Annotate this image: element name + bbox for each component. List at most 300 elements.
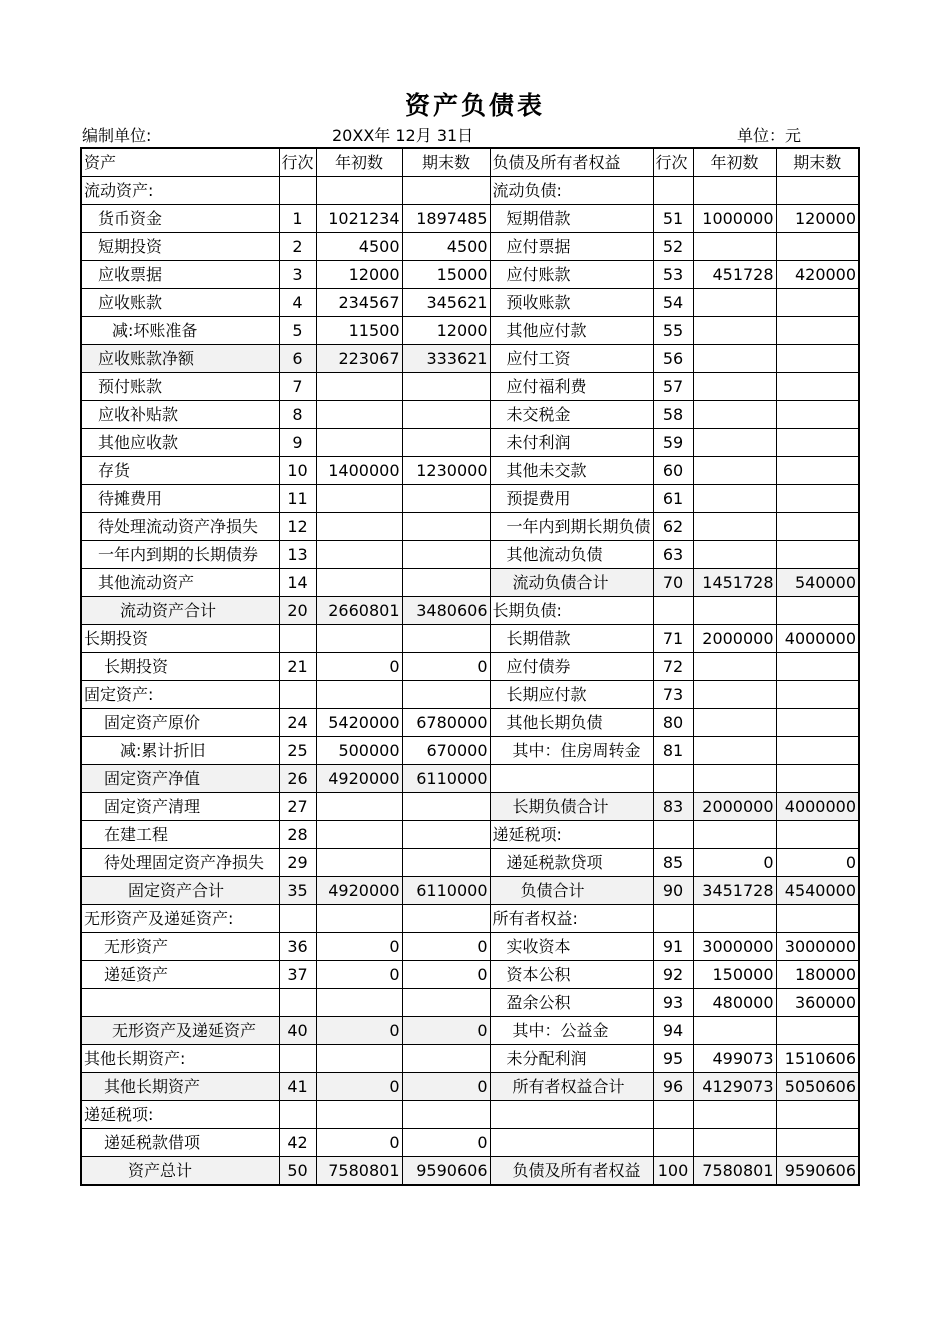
report-date: 20XX年 12月 31日 <box>332 126 474 145</box>
asset-name: 固定资产净值 <box>81 765 279 793</box>
asset-opening <box>316 513 402 541</box>
asset-opening: 1021234 <box>316 205 402 233</box>
liability-opening <box>693 597 776 625</box>
asset-opening: 4500 <box>316 233 402 261</box>
asset-opening: 0 <box>316 933 402 961</box>
asset-closing: 0 <box>402 1129 490 1157</box>
asset-name: 在建工程 <box>81 821 279 849</box>
asset-name: 应收票据 <box>81 261 279 289</box>
asset-name: 固定资产原价 <box>81 709 279 737</box>
asset-closing: 0 <box>402 1073 490 1101</box>
liability-line-no: 58 <box>653 401 693 429</box>
asset-line-no: 20 <box>279 597 316 625</box>
table-row <box>81 821 859 849</box>
liability-opening <box>693 373 776 401</box>
liability-opening <box>693 765 776 793</box>
liability-opening <box>693 485 776 513</box>
liability-opening <box>693 345 776 373</box>
asset-opening: 0 <box>316 1017 402 1045</box>
table-row <box>81 1017 859 1045</box>
liability-line-no: 55 <box>653 317 693 345</box>
header-closing-right: 期末数 <box>776 148 859 177</box>
liability-name: 预收账款 <box>490 289 653 317</box>
header-opening-right: 年初数 <box>693 148 776 177</box>
asset-closing: 0 <box>402 933 490 961</box>
liability-closing <box>776 597 859 625</box>
table-row <box>81 1157 859 1186</box>
asset-line-no <box>279 1101 316 1129</box>
asset-name: 待处理固定资产净损失 <box>81 849 279 877</box>
liability-line-no: 90 <box>653 877 693 905</box>
asset-closing: 4500 <box>402 233 490 261</box>
balance-sheet-table <box>80 147 860 1186</box>
asset-line-no: 6 <box>279 345 316 373</box>
liability-name: 一年内到期长期负债 <box>490 513 653 541</box>
org-label: 编制单位: <box>82 126 152 145</box>
asset-name: 固定资产: <box>81 681 279 709</box>
liability-name: 应付票据 <box>490 233 653 261</box>
liability-line-no <box>653 821 693 849</box>
asset-opening <box>316 177 402 205</box>
liability-name: 盈余公积 <box>490 989 653 1017</box>
table-row <box>81 177 859 205</box>
asset-opening: 4920000 <box>316 877 402 905</box>
liability-opening <box>693 541 776 569</box>
asset-name: 应收账款 <box>81 289 279 317</box>
table-row <box>81 345 859 373</box>
liability-line-no: 56 <box>653 345 693 373</box>
liability-closing <box>776 177 859 205</box>
asset-line-no: 37 <box>279 961 316 989</box>
liability-closing: 0 <box>776 849 859 877</box>
liability-closing: 120000 <box>776 205 859 233</box>
liability-name: 其他长期负债 <box>490 709 653 737</box>
header-liabilities-equity: 负债及所有者权益 <box>490 148 653 177</box>
table-row <box>81 709 859 737</box>
liability-line-no: 100 <box>653 1157 693 1186</box>
liability-opening <box>693 457 776 485</box>
liability-line-no <box>653 765 693 793</box>
asset-opening <box>316 373 402 401</box>
asset-name: 流动资产: <box>81 177 279 205</box>
asset-opening: 2660801 <box>316 597 402 625</box>
table-row <box>81 289 859 317</box>
liability-name: 所有者权益合计 <box>490 1073 653 1101</box>
liability-line-no: 52 <box>653 233 693 261</box>
liability-line-no: 72 <box>653 653 693 681</box>
table-row <box>81 793 859 821</box>
asset-closing: 0 <box>402 653 490 681</box>
table-row <box>81 961 859 989</box>
asset-name: 无形资产 <box>81 933 279 961</box>
asset-opening: 500000 <box>316 737 402 765</box>
liability-closing: 4000000 <box>776 793 859 821</box>
liability-opening <box>693 681 776 709</box>
liability-closing <box>776 457 859 485</box>
table-row <box>81 989 859 1017</box>
asset-line-no: 9 <box>279 429 316 457</box>
asset-opening <box>316 1101 402 1129</box>
liability-name: 递延税项: <box>490 821 653 849</box>
table-row <box>81 625 859 653</box>
liability-closing <box>776 1017 859 1045</box>
liability-opening: 3451728 <box>693 877 776 905</box>
asset-opening <box>316 905 402 933</box>
liability-line-no: 70 <box>653 569 693 597</box>
liability-opening: 480000 <box>693 989 776 1017</box>
liability-opening <box>693 709 776 737</box>
asset-line-no: 28 <box>279 821 316 849</box>
liability-opening: 4129073 <box>693 1073 776 1101</box>
asset-closing <box>402 513 490 541</box>
liability-closing <box>776 821 859 849</box>
asset-opening: 223067 <box>316 345 402 373</box>
asset-closing <box>402 625 490 653</box>
liability-line-no: 80 <box>653 709 693 737</box>
liability-line-no: 62 <box>653 513 693 541</box>
asset-line-no: 4 <box>279 289 316 317</box>
asset-name: 其他长期资产: <box>81 1045 279 1073</box>
liability-name <box>490 1129 653 1157</box>
table-row <box>81 597 859 625</box>
asset-closing: 6780000 <box>402 709 490 737</box>
header-closing: 期末数 <box>402 148 490 177</box>
asset-line-no: 24 <box>279 709 316 737</box>
liability-line-no <box>653 177 693 205</box>
asset-opening <box>316 849 402 877</box>
liability-opening: 150000 <box>693 961 776 989</box>
liability-closing: 420000 <box>776 261 859 289</box>
asset-name: 资产总计 <box>81 1157 279 1186</box>
liability-line-no <box>653 1129 693 1157</box>
asset-name: 其他应收款 <box>81 429 279 457</box>
table-row <box>81 933 859 961</box>
liability-closing: 4540000 <box>776 877 859 905</box>
liability-closing <box>776 233 859 261</box>
liability-name <box>490 765 653 793</box>
asset-closing <box>402 373 490 401</box>
liability-opening <box>693 429 776 457</box>
table-row <box>81 513 859 541</box>
asset-line-no: 36 <box>279 933 316 961</box>
liability-opening: 7580801 <box>693 1157 776 1186</box>
asset-opening <box>316 485 402 513</box>
liability-opening <box>693 653 776 681</box>
liability-closing: 9590606 <box>776 1157 859 1186</box>
liability-opening <box>693 737 776 765</box>
asset-opening <box>316 429 402 457</box>
table-row <box>81 1129 859 1157</box>
table-row <box>81 457 859 485</box>
liability-line-no: 95 <box>653 1045 693 1073</box>
asset-line-no: 35 <box>279 877 316 905</box>
asset-closing: 0 <box>402 1017 490 1045</box>
asset-line-no: 11 <box>279 485 316 513</box>
asset-line-no <box>279 625 316 653</box>
asset-line-no: 41 <box>279 1073 316 1101</box>
asset-closing <box>402 401 490 429</box>
header-assets: 资产 <box>81 148 279 177</box>
header-opening: 年初数 <box>316 148 402 177</box>
liability-opening <box>693 1017 776 1045</box>
asset-opening: 0 <box>316 1129 402 1157</box>
liability-line-no: 73 <box>653 681 693 709</box>
liability-line-no: 57 <box>653 373 693 401</box>
asset-closing <box>402 429 490 457</box>
liability-line-no: 94 <box>653 1017 693 1045</box>
liability-opening: 2000000 <box>693 625 776 653</box>
liability-closing: 180000 <box>776 961 859 989</box>
liability-opening <box>693 905 776 933</box>
asset-opening: 11500 <box>316 317 402 345</box>
liability-closing <box>776 709 859 737</box>
asset-line-no: 10 <box>279 457 316 485</box>
asset-line-no: 29 <box>279 849 316 877</box>
table-row <box>81 541 859 569</box>
liability-opening <box>693 289 776 317</box>
liability-line-no: 54 <box>653 289 693 317</box>
liability-opening: 3000000 <box>693 933 776 961</box>
asset-opening <box>316 821 402 849</box>
liability-name: 递延税款贷项 <box>490 849 653 877</box>
table-row <box>81 233 859 261</box>
liability-closing: 360000 <box>776 989 859 1017</box>
liability-name: 长期负债: <box>490 597 653 625</box>
liability-name: 应付账款 <box>490 261 653 289</box>
asset-closing <box>402 681 490 709</box>
liability-closing <box>776 1129 859 1157</box>
liability-name: 未付利润 <box>490 429 653 457</box>
liability-line-no: 81 <box>653 737 693 765</box>
liability-name: 应付工资 <box>490 345 653 373</box>
liability-line-no: 96 <box>653 1073 693 1101</box>
asset-opening <box>316 541 402 569</box>
liability-closing <box>776 737 859 765</box>
asset-closing <box>402 905 490 933</box>
asset-name: 一年内到期的长期债券 <box>81 541 279 569</box>
liability-name: 未分配利润 <box>490 1045 653 1073</box>
asset-closing: 1897485 <box>402 205 490 233</box>
liability-closing <box>776 541 859 569</box>
liability-closing <box>776 1101 859 1129</box>
asset-name: 待摊费用 <box>81 485 279 513</box>
table-row <box>81 317 859 345</box>
asset-opening <box>316 625 402 653</box>
liability-name: 其中：住房周转金 <box>490 737 653 765</box>
asset-closing: 6110000 <box>402 877 490 905</box>
table-row <box>81 849 859 877</box>
liability-line-no: 91 <box>653 933 693 961</box>
table-row <box>81 653 859 681</box>
liability-closing <box>776 681 859 709</box>
asset-opening: 0 <box>316 653 402 681</box>
asset-line-no: 2 <box>279 233 316 261</box>
asset-line-no: 26 <box>279 765 316 793</box>
asset-line-no <box>279 1045 316 1073</box>
liability-closing: 5050606 <box>776 1073 859 1101</box>
asset-name: 长期投资 <box>81 625 279 653</box>
liability-closing <box>776 289 859 317</box>
liability-opening: 1451728 <box>693 569 776 597</box>
asset-line-no: 14 <box>279 569 316 597</box>
liability-name: 其他流动负债 <box>490 541 653 569</box>
asset-name: 应收补贴款 <box>81 401 279 429</box>
liability-opening <box>693 1101 776 1129</box>
asset-closing <box>402 849 490 877</box>
liability-name: 应付福利费 <box>490 373 653 401</box>
asset-opening <box>316 569 402 597</box>
asset-line-no: 3 <box>279 261 316 289</box>
asset-name: 无形资产及递延资产: <box>81 905 279 933</box>
liability-name: 短期借款 <box>490 205 653 233</box>
asset-opening <box>316 989 402 1017</box>
liability-opening <box>693 1129 776 1157</box>
header-line-no: 行次 <box>279 148 316 177</box>
asset-line-no: 50 <box>279 1157 316 1186</box>
liability-name: 流动负债: <box>490 177 653 205</box>
liability-name: 应付债券 <box>490 653 653 681</box>
liability-name: 资本公积 <box>490 961 653 989</box>
liability-closing: 540000 <box>776 569 859 597</box>
liability-closing: 3000000 <box>776 933 859 961</box>
liability-line-no: 60 <box>653 457 693 485</box>
liability-line-no: 83 <box>653 793 693 821</box>
liability-name <box>490 1101 653 1129</box>
liability-closing <box>776 429 859 457</box>
header-line-no-right: 行次 <box>653 148 693 177</box>
liability-opening <box>693 513 776 541</box>
asset-name: 递延税款借项 <box>81 1129 279 1157</box>
asset-closing <box>402 793 490 821</box>
table-row <box>81 429 859 457</box>
asset-name: 货币资金 <box>81 205 279 233</box>
asset-opening: 4920000 <box>316 765 402 793</box>
asset-name: 应收账款净额 <box>81 345 279 373</box>
asset-name: 无形资产及递延资产 <box>81 1017 279 1045</box>
asset-closing <box>402 989 490 1017</box>
unit-label: 单位：元 <box>737 126 802 145</box>
table-row <box>81 877 859 905</box>
liability-line-no: 51 <box>653 205 693 233</box>
asset-line-no: 13 <box>279 541 316 569</box>
asset-name: 预付账款 <box>81 373 279 401</box>
table-row <box>81 205 859 233</box>
asset-line-no <box>279 177 316 205</box>
liability-opening <box>693 233 776 261</box>
liability-name: 负债合计 <box>490 877 653 905</box>
liability-line-no: 53 <box>653 261 693 289</box>
liability-closing: 1510606 <box>776 1045 859 1073</box>
liability-name: 其他应付款 <box>490 317 653 345</box>
liability-opening: 451728 <box>693 261 776 289</box>
table-row <box>81 1073 859 1101</box>
asset-line-no: 12 <box>279 513 316 541</box>
asset-closing <box>402 541 490 569</box>
liability-closing <box>776 905 859 933</box>
table-row <box>81 373 859 401</box>
asset-line-no: 5 <box>279 317 316 345</box>
asset-line-no: 1 <box>279 205 316 233</box>
asset-line-no: 7 <box>279 373 316 401</box>
table-row <box>81 1101 859 1129</box>
liability-line-no: 85 <box>653 849 693 877</box>
asset-line-no <box>279 905 316 933</box>
asset-opening: 234567 <box>316 289 402 317</box>
asset-name: 短期投资 <box>81 233 279 261</box>
asset-closing: 15000 <box>402 261 490 289</box>
asset-closing: 3480606 <box>402 597 490 625</box>
liability-name: 流动负债合计 <box>490 569 653 597</box>
asset-closing: 333621 <box>402 345 490 373</box>
asset-name: 待处理流动资产净损失 <box>81 513 279 541</box>
liability-closing <box>776 373 859 401</box>
asset-name: 减:累计折旧 <box>81 737 279 765</box>
liability-opening: 0 <box>693 849 776 877</box>
table-row <box>81 681 859 709</box>
asset-opening: 1400000 <box>316 457 402 485</box>
asset-line-no <box>279 989 316 1017</box>
asset-closing <box>402 1101 490 1129</box>
asset-line-no: 42 <box>279 1129 316 1157</box>
asset-name: 长期投资 <box>81 653 279 681</box>
table-row <box>81 765 859 793</box>
asset-closing: 345621 <box>402 289 490 317</box>
asset-name: 减:坏账准备 <box>81 317 279 345</box>
asset-opening <box>316 401 402 429</box>
asset-line-no: 25 <box>279 737 316 765</box>
header-row <box>81 148 859 177</box>
liability-opening <box>693 177 776 205</box>
liability-name: 其中：公益金 <box>490 1017 653 1045</box>
asset-opening: 5420000 <box>316 709 402 737</box>
table-row <box>81 1045 859 1073</box>
asset-name: 其他长期资产 <box>81 1073 279 1101</box>
liability-closing <box>776 485 859 513</box>
liability-closing <box>776 345 859 373</box>
asset-closing <box>402 821 490 849</box>
asset-closing: 0 <box>402 961 490 989</box>
asset-opening <box>316 681 402 709</box>
liability-closing: 4000000 <box>776 625 859 653</box>
liability-closing <box>776 317 859 345</box>
liability-name: 其他未交款 <box>490 457 653 485</box>
liability-closing <box>776 653 859 681</box>
asset-line-no: 27 <box>279 793 316 821</box>
asset-name: 存货 <box>81 457 279 485</box>
liability-line-no: 59 <box>653 429 693 457</box>
asset-opening: 7580801 <box>316 1157 402 1186</box>
report-title: 资产负债表 <box>404 91 545 120</box>
table-row <box>81 485 859 513</box>
liability-name: 实收资本 <box>490 933 653 961</box>
asset-closing: 1230000 <box>402 457 490 485</box>
liability-opening: 2000000 <box>693 793 776 821</box>
asset-closing <box>402 569 490 597</box>
liability-name: 长期负债合计 <box>490 793 653 821</box>
liability-opening <box>693 401 776 429</box>
liability-line-no <box>653 905 693 933</box>
asset-opening: 12000 <box>316 261 402 289</box>
asset-name: 固定资产合计 <box>81 877 279 905</box>
liability-line-no: 92 <box>653 961 693 989</box>
liability-name: 负债及所有者权益 <box>490 1157 653 1186</box>
asset-line-no: 21 <box>279 653 316 681</box>
liability-name: 预提费用 <box>490 485 653 513</box>
liability-opening: 499073 <box>693 1045 776 1073</box>
liability-line-no: 71 <box>653 625 693 653</box>
asset-closing: 12000 <box>402 317 490 345</box>
liability-name: 所有者权益: <box>490 905 653 933</box>
